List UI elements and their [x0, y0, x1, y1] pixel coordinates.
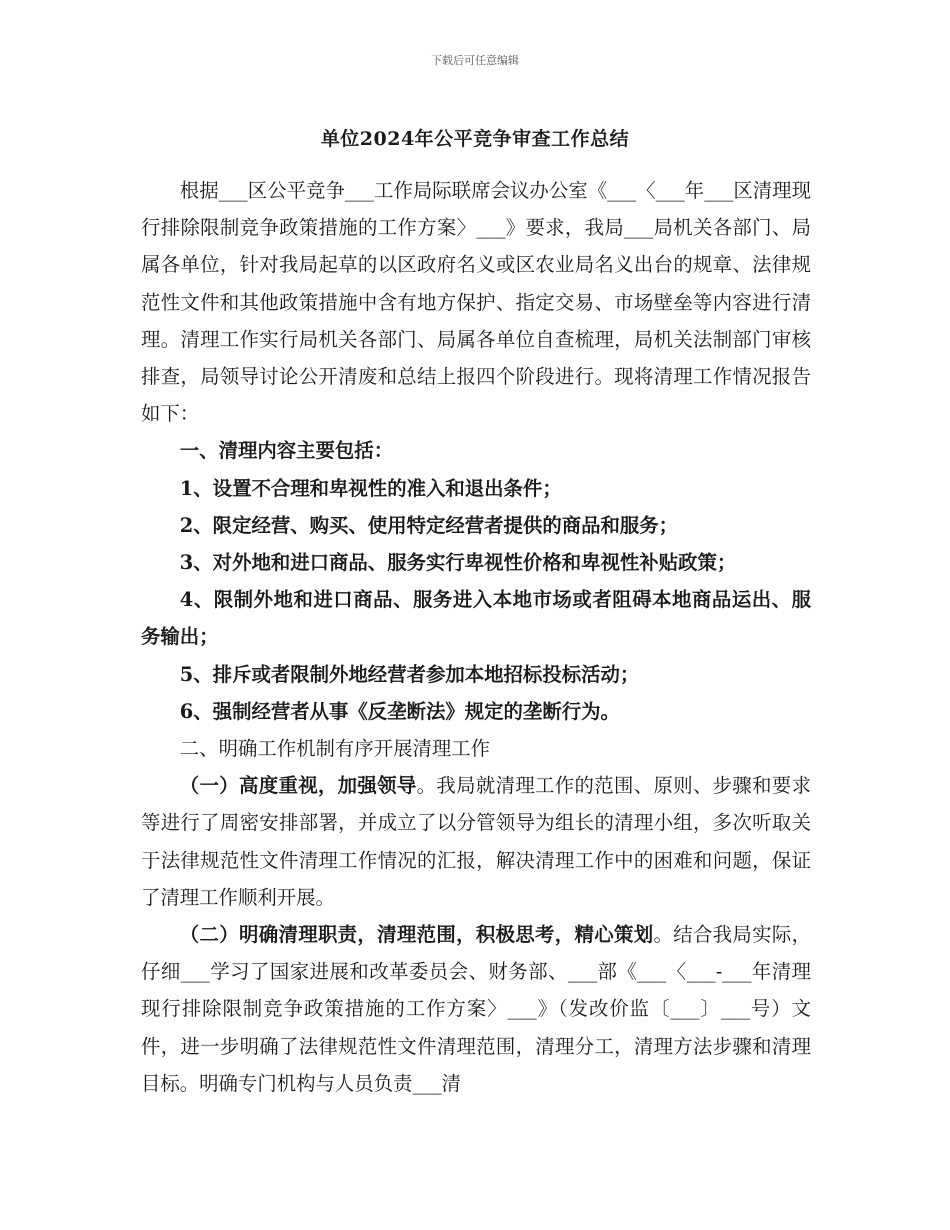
paragraph-2: [141, 916, 811, 1102]
page-header-watermark: 下载后可任意编辑: [431, 54, 519, 67]
section2-heading: 二、明确工作机制有序开展清理工作: [179, 737, 491, 761]
section1-item-1: 1、设置不合理和卑视性的准入和退出条件；: [179, 476, 562, 500]
section1-heading: 一、清理内容主要包括：: [179, 439, 394, 463]
paragraph-1-lead: （一）高度重视，加强领导: [179, 774, 417, 798]
section1-item-2: 2、限定经营、购买、使用特定经营者提供的商品和服务；: [179, 513, 679, 537]
document-title: 单位2024年公平竞争审查工作总结: [320, 128, 630, 150]
section1-item-3: 3、对外地和进口商品、服务实行卑视性价格和卑视性补贴政策；: [179, 551, 737, 575]
section1-item-6: 6、强制经营者从事《反垄断法》规定的垄断行为。: [179, 699, 620, 723]
paragraph-2-lead: （二）明确清理职责，清理范围，积极思考，精心策划: [179, 923, 654, 947]
document-body: [141, 172, 811, 1102]
section1-item-4: 4、限制外地和进口商品、服务进入本地市场或者阻碍本地商品运出、服务输出；: [141, 588, 811, 649]
section1-item-5: 5、排斥或者限制外地经营者参加本地招标投标活动；: [179, 662, 640, 686]
paragraph-1: [141, 767, 811, 916]
paragraph-1-text: 。我局就清理工作的范围、原则、步骤和要求等进行了周密安排部署，并成立了以分管领导为组长的清理小组，多次听取关于法律规范性文件清理工作情况的汇报，解决清理工作中的困难和问题，保证了清理工作顺利开展。: [141, 774, 812, 909]
intro-paragraph: 根据___区公平竞争___工作局际联席会议办公室《___〈___年___区清理现行排除限制竞争政策措施的工作方案〉___》要求，我局___局机关各部门、局属各单位，针对我局起草的以区政府名义或区农业局名义出台的规章、法律规范性文件和其他政策措施中含有地方保护、指定交易、市场壁垒等内容进行清理。清理工作实行局机关各部门、局属各单位自查梳理，局机关法制部门审核排查，局领导讨论公开清废和总结上报四个阶段进行。现将清理工作情况报告如下：: [141, 179, 811, 426]
paragraph-2-text: 。结合我局实际，仔细___学习了国家进展和改革委员会、财务部、___部《___〈___-___年清理现行排除限制竞争政策措施的工作方案〉___》（发改价监〔___〕___号）文件，进一步明确了法律规范性文件清理范围，清理分工，清理方法步骤和清理目标。明确专门机构与人员负责___清: [141, 923, 812, 1095]
